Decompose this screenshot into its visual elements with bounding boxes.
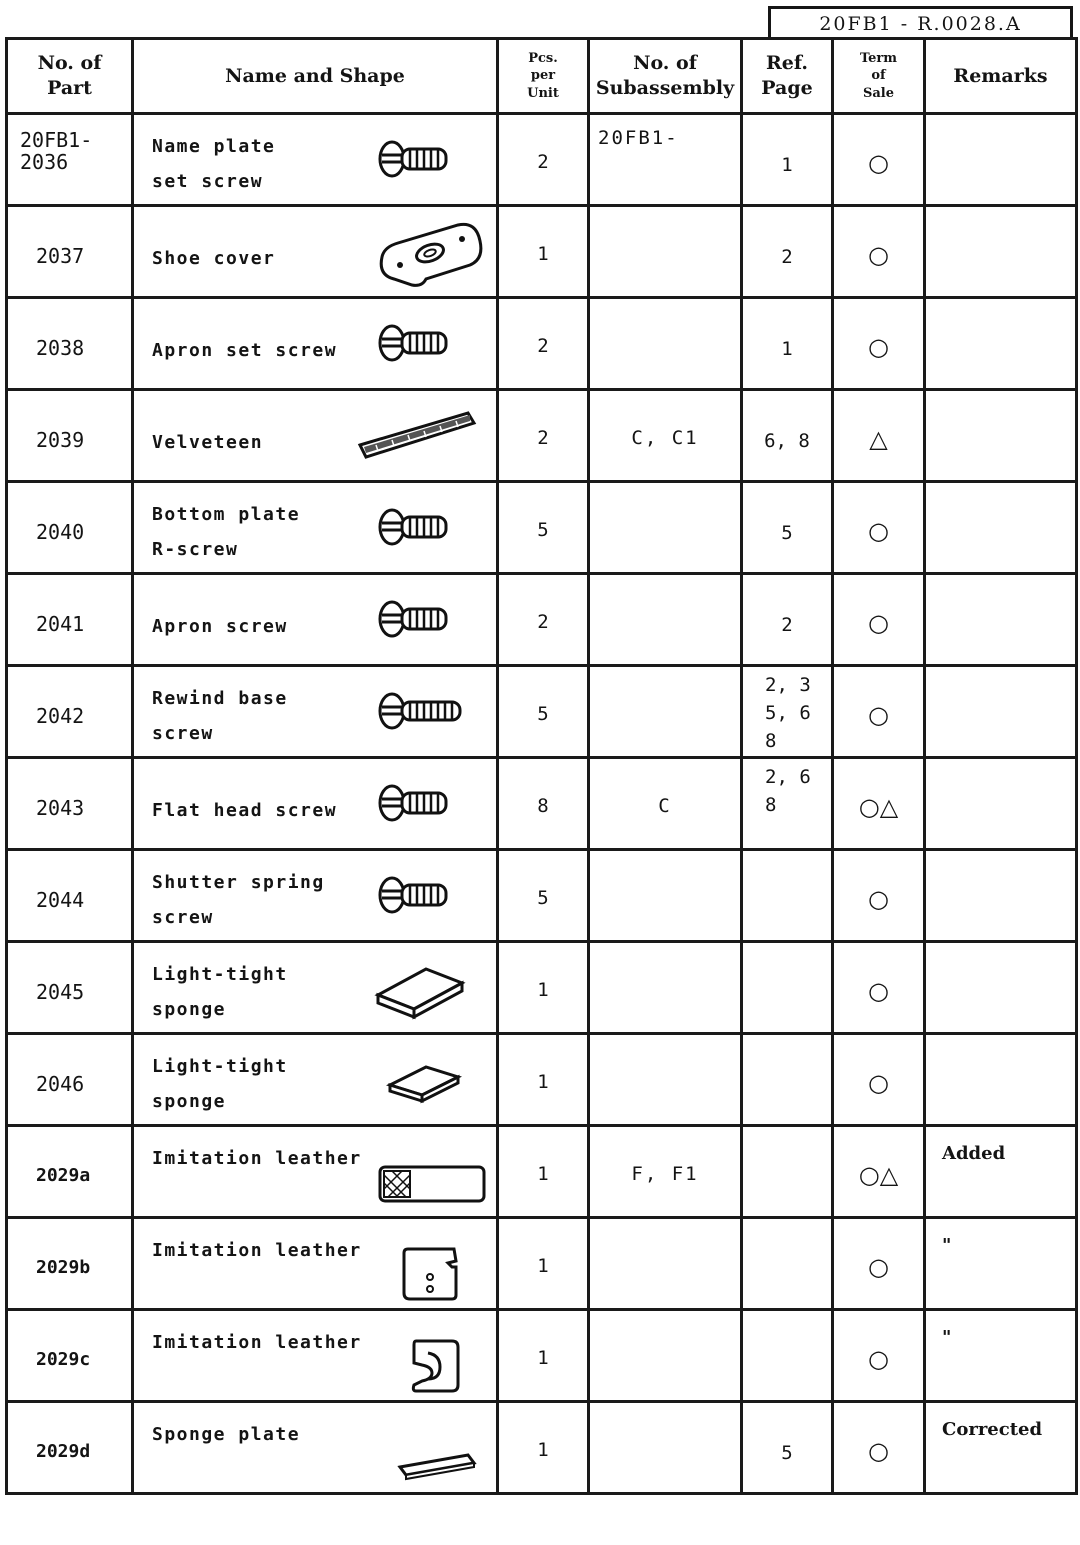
part-number: 2029a (36, 1165, 91, 1186)
subassembly-cell (589, 390, 742, 482)
term-cell (833, 666, 925, 758)
term-of-sale: ○ (868, 701, 889, 729)
remarks-cell (925, 1218, 1077, 1310)
table-row (7, 206, 1077, 298)
term-cell (833, 1126, 925, 1218)
subassembly-cell (589, 574, 742, 666)
remarks (926, 115, 1075, 131)
part-number: 2045 (36, 980, 85, 1004)
subassembly: C (658, 795, 672, 817)
pcs-cell (498, 1034, 589, 1126)
ref-page (743, 851, 831, 887)
part-name: Flat head screw (152, 800, 338, 821)
ref-page-cell (742, 482, 833, 574)
term-of-sale: ○ (868, 1253, 889, 1281)
table-row (7, 574, 1077, 666)
part-number-cell (7, 1402, 133, 1494)
term-cell (833, 850, 925, 942)
remarks (926, 299, 1075, 315)
part-number: 2040 (36, 520, 85, 544)
name-shape-cell (133, 758, 498, 850)
pcs-cell (498, 850, 589, 942)
subassembly (590, 1311, 740, 1347)
remarks-cell (925, 1310, 1077, 1402)
remarks-cell (925, 574, 1077, 666)
part-number-cell (7, 942, 133, 1034)
part-number: 2039 (36, 428, 85, 452)
ref-page-cell (742, 298, 833, 390)
pcs-cell (498, 758, 589, 850)
ref-page: 2 (781, 246, 793, 268)
subassembly-cell (589, 482, 742, 574)
subassembly-cell (589, 666, 742, 758)
remarks-cell (925, 482, 1077, 574)
term-of-sale: ○ (868, 333, 889, 361)
pcs-cell (498, 298, 589, 390)
remarks (926, 851, 1075, 867)
pcs-cell (498, 1310, 589, 1402)
part-number: 2046 (36, 1072, 85, 1096)
ref-page: 1 (781, 338, 793, 360)
term-cell (833, 206, 925, 298)
remarks (926, 759, 1075, 775)
remarks-cell (925, 114, 1077, 206)
ref-page (743, 943, 831, 979)
subassembly: C, C1 (631, 427, 699, 449)
part-name: Shoe cover (152, 248, 276, 269)
term-cell (833, 390, 925, 482)
part-name: Imitation leather (152, 1332, 362, 1353)
term-of-sale: ○ (868, 149, 889, 177)
part-number-cell (7, 482, 133, 574)
term-of-sale: ○ (868, 1345, 889, 1373)
part-name: Name plate set screw (152, 136, 276, 192)
ref-page-cell (742, 114, 833, 206)
part-number: 2037 (36, 244, 85, 268)
part-number-cell (7, 1218, 133, 1310)
header-part-no: No. of Part (7, 39, 133, 114)
subassembly-cell (589, 1034, 742, 1126)
ref-page: 6, 8 (764, 430, 810, 452)
part-name: Imitation leather (152, 1148, 362, 1169)
ref-page-cell (742, 850, 833, 942)
ref-page (743, 1035, 831, 1071)
ref-page-cell (742, 666, 833, 758)
part-name: Bottom plate R-screw (152, 504, 301, 560)
remarks (926, 667, 1075, 683)
part-name: Imitation leather (152, 1240, 362, 1261)
term-of-sale: ○ (868, 517, 889, 545)
pcs-cell (498, 574, 589, 666)
name-shape-cell (133, 942, 498, 1034)
name-shape-cell (133, 1218, 498, 1310)
part-name: Velveteen (152, 432, 264, 453)
remarks (926, 1035, 1075, 1051)
term-of-sale: ○ (868, 977, 889, 1005)
part-number: 2029d (36, 1441, 91, 1462)
term-cell (833, 114, 925, 206)
header-ref-page: Ref. Page (742, 39, 833, 114)
part-number: 2038 (36, 336, 85, 360)
pcs-per-unit: 2 (537, 611, 549, 633)
remarks: " (942, 1235, 952, 1256)
term-of-sale: ○ (868, 609, 889, 637)
pcs-per-unit: 2 (537, 151, 549, 173)
term-of-sale: ○△ (858, 793, 899, 821)
term-of-sale: ○ (868, 885, 889, 913)
remarks: " (942, 1327, 952, 1348)
ref-page-cell (742, 390, 833, 482)
term-cell (833, 298, 925, 390)
remarks-cell (925, 390, 1077, 482)
name-shape-cell (133, 666, 498, 758)
ref-page: 2, 3 5, 6 8 (765, 674, 811, 752)
part-number-cell (7, 850, 133, 942)
subassembly-cell (589, 298, 742, 390)
ref-page-cell (742, 758, 833, 850)
name-shape-cell (133, 390, 498, 482)
part-number-cell (7, 206, 133, 298)
pcs-per-unit: 2 (537, 335, 549, 357)
pcs-per-unit: 2 (537, 427, 549, 449)
term-cell (833, 1310, 925, 1402)
table-row (7, 942, 1077, 1034)
ref-page-cell (742, 574, 833, 666)
ref-page-cell (742, 206, 833, 298)
table-row (7, 390, 1077, 482)
term-of-sale: ○ (868, 1437, 889, 1465)
subassembly-cell (589, 1402, 742, 1494)
pcs-cell (498, 390, 589, 482)
ref-page-cell (742, 1218, 833, 1310)
table-row (7, 1034, 1077, 1126)
part-number: 2029b (36, 1257, 91, 1278)
name-shape-cell (133, 850, 498, 942)
table-row (7, 114, 1077, 206)
term-cell (833, 1218, 925, 1310)
subassembly (590, 207, 740, 243)
pcs-cell (498, 1402, 589, 1494)
term-cell (833, 482, 925, 574)
part-name: Light-tight sponge (152, 1056, 288, 1112)
subassembly (590, 483, 740, 519)
pcs-cell (498, 206, 589, 298)
header-term-of-sale: Term of Sale (833, 39, 925, 114)
part-number: 2042 (36, 704, 85, 728)
pcs-per-unit: 5 (537, 887, 549, 909)
subassembly: 20FB1- (598, 127, 679, 149)
name-shape-cell (133, 1034, 498, 1126)
part-number-cell (7, 1034, 133, 1126)
term-of-sale: △ (869, 425, 888, 453)
table-row (7, 298, 1077, 390)
subassembly (590, 1403, 740, 1439)
subassembly (590, 1035, 740, 1071)
remarks-cell (925, 1126, 1077, 1218)
subassembly-cell (589, 1126, 742, 1218)
pcs-per-unit: 1 (537, 1163, 549, 1185)
table-row (7, 1310, 1077, 1402)
remarks-cell (925, 1402, 1077, 1494)
subassembly-cell (589, 758, 742, 850)
pcs-cell (498, 942, 589, 1034)
parts-table (5, 37, 1078, 1495)
subassembly-cell (589, 942, 742, 1034)
pcs-cell (498, 482, 589, 574)
pcs-per-unit: 1 (537, 1347, 549, 1369)
table-row (7, 758, 1077, 850)
term-cell (833, 1034, 925, 1126)
part-number-cell (7, 758, 133, 850)
part-name: Apron set screw (152, 340, 338, 361)
subassembly-cell (589, 1310, 742, 1402)
ref-page-cell (742, 942, 833, 1034)
pcs-per-unit: 1 (537, 979, 549, 1001)
remarks-cell (925, 666, 1077, 758)
subassembly (590, 575, 740, 611)
subassembly-cell (589, 114, 742, 206)
remarks (926, 391, 1075, 407)
term-of-sale: ○ (868, 241, 889, 269)
name-shape-cell (133, 1310, 498, 1402)
part-number-cell (7, 298, 133, 390)
part-number: 2043 (36, 796, 85, 820)
subassembly (590, 1219, 740, 1255)
part-number: 2041 (36, 612, 85, 636)
pcs-per-unit: 1 (537, 243, 549, 265)
name-shape-cell (133, 1402, 498, 1494)
ref-page-cell (742, 1034, 833, 1126)
term-of-sale: ○ (868, 1069, 889, 1097)
pcs-per-unit: 5 (537, 519, 549, 541)
remarks (926, 943, 1075, 959)
subassembly (590, 299, 740, 335)
remarks-cell (925, 758, 1077, 850)
ref-page-cell (742, 1310, 833, 1402)
remarks (926, 575, 1075, 591)
remarks (926, 483, 1075, 499)
part-number-cell (7, 1126, 133, 1218)
ref-page (743, 1311, 831, 1347)
subassembly: F, F1 (631, 1163, 699, 1185)
header-subassembly: No. of Subassembly (589, 39, 742, 114)
pcs-per-unit: 1 (537, 1255, 549, 1277)
pcs-per-unit: 1 (537, 1439, 549, 1461)
name-shape-cell (133, 482, 498, 574)
pcs-per-unit: 8 (537, 795, 549, 817)
table-row (7, 482, 1077, 574)
header-pcs-per-unit: Pcs. per Unit (498, 39, 589, 114)
table-row (7, 666, 1077, 758)
part-number-cell (7, 666, 133, 758)
ref-page (743, 1127, 831, 1163)
remarks-cell (925, 850, 1077, 942)
ref-page (743, 1219, 831, 1255)
term-of-sale: ○△ (858, 1161, 899, 1189)
subassembly-cell (589, 206, 742, 298)
term-cell (833, 758, 925, 850)
part-name: Shutter spring screw (152, 872, 325, 928)
remarks: Added (942, 1143, 1006, 1164)
remarks: Corrected (942, 1419, 1043, 1440)
part-name: Light-tight sponge (152, 964, 288, 1020)
name-shape-cell (133, 574, 498, 666)
ref-page: 5 (781, 522, 793, 544)
part-number-cell (7, 1310, 133, 1402)
subassembly-cell (589, 850, 742, 942)
subassembly (590, 943, 740, 979)
name-shape-cell (133, 206, 498, 298)
pcs-cell (498, 114, 589, 206)
remarks-cell (925, 206, 1077, 298)
name-shape-cell (133, 114, 498, 206)
subassembly (590, 851, 740, 887)
table-row (7, 1218, 1077, 1310)
table-row (7, 850, 1077, 942)
pcs-cell (498, 666, 589, 758)
remarks-cell (925, 1034, 1077, 1126)
name-shape-cell (133, 1126, 498, 1218)
part-number-cell (7, 114, 133, 206)
document-reference: 20FB1 - R.0028.A (768, 6, 1073, 38)
ref-page-cell (742, 1126, 833, 1218)
part-number-cell (7, 574, 133, 666)
pcs-cell (498, 1218, 589, 1310)
table-row (7, 1402, 1077, 1494)
ref-page: 5 (781, 1442, 793, 1464)
ref-page: 1 (781, 154, 793, 176)
term-cell (833, 942, 925, 1034)
ref-page: 2 (781, 614, 793, 636)
header-name-shape: Name and Shape (133, 39, 498, 114)
remarks-cell (925, 298, 1077, 390)
pcs-per-unit: 5 (537, 703, 549, 725)
part-name: Apron screw (152, 616, 288, 637)
term-cell (833, 574, 925, 666)
part-name: Sponge plate (152, 1424, 301, 1445)
pcs-cell (498, 1126, 589, 1218)
part-number-cell (7, 390, 133, 482)
header-remarks: Remarks (925, 39, 1077, 114)
ref-page: 2, 6 8 (765, 766, 811, 816)
table-row (7, 1126, 1077, 1218)
header-row (7, 39, 1077, 114)
part-number: 2029c (36, 1349, 91, 1370)
subassembly (590, 667, 740, 703)
part-name: Rewind base screw (152, 688, 288, 744)
part-number: 20FB1- 2036 (20, 128, 93, 174)
remarks (926, 207, 1075, 223)
subassembly-cell (589, 1218, 742, 1310)
name-shape-cell (133, 298, 498, 390)
ref-page-cell (742, 1402, 833, 1494)
remarks-cell (925, 942, 1077, 1034)
pcs-per-unit: 1 (537, 1071, 549, 1093)
part-number: 2044 (36, 888, 85, 912)
term-cell (833, 1402, 925, 1494)
